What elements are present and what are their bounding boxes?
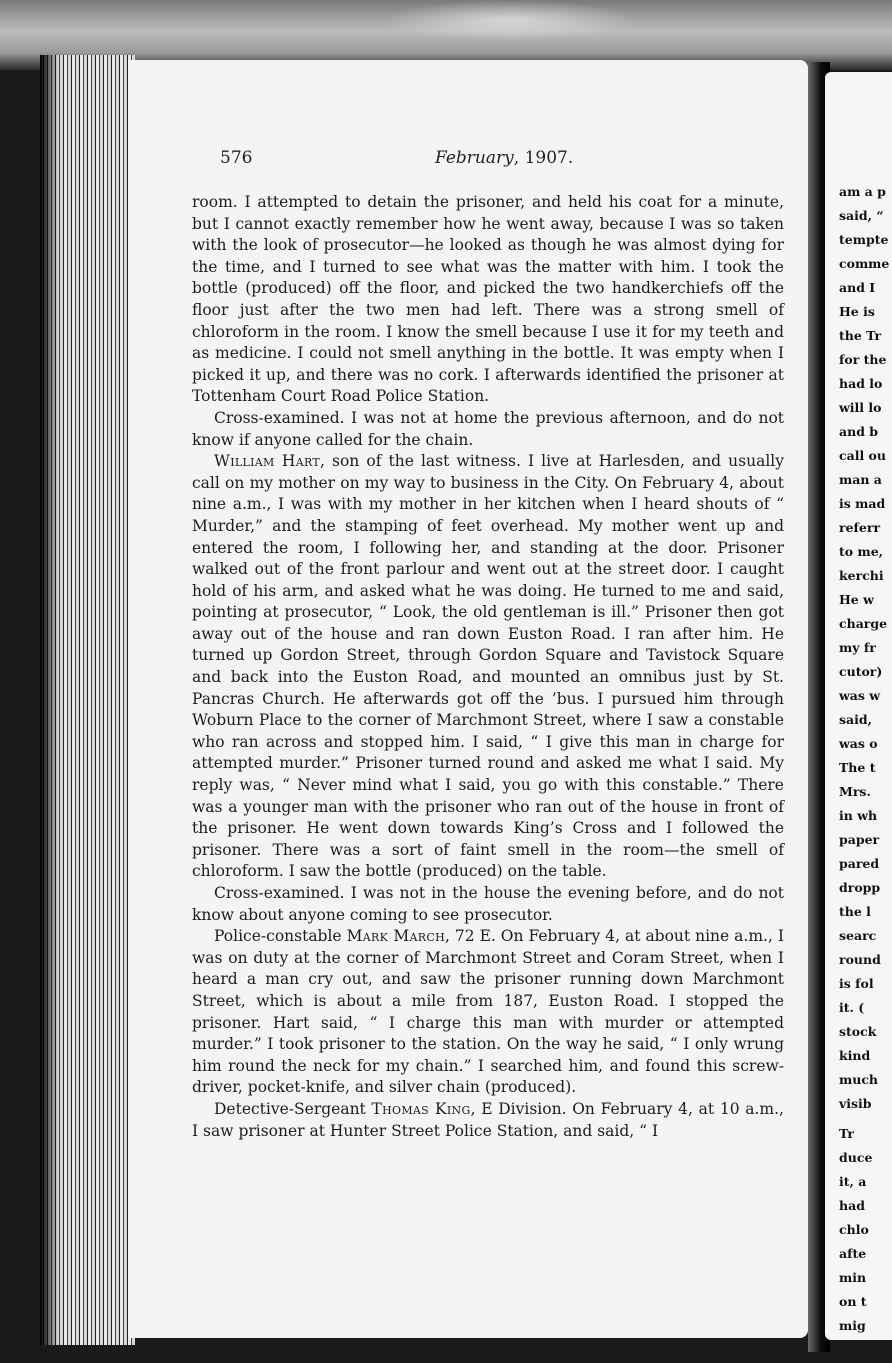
scanner-glare	[380, 0, 640, 40]
facing-line: my fr	[839, 640, 876, 655]
facing-line: said,	[839, 712, 872, 727]
witness-name: William Hart	[214, 452, 321, 471]
facing-line: is mad	[839, 496, 886, 511]
facing-line: will lo	[839, 400, 882, 415]
facing-line: pared	[839, 856, 880, 871]
facing-line: man a	[839, 472, 882, 487]
facing-line: the Tr	[839, 328, 882, 343]
facing-line: mig	[839, 1318, 866, 1333]
running-title-year: 1907.	[524, 148, 574, 168]
facing-line: kerchi	[839, 568, 884, 583]
paragraph	[192, 883, 784, 926]
facing-line: round	[839, 952, 881, 967]
facing-line: duce	[839, 1150, 873, 1165]
paragraph-text: , son of the last witness. I live at Harlesden, and usually call on my mother on my way to business in the City. On February 4, about nine a.m., I was with my mother in her kitchen when I heard shouts of “ Murder,” and the stamping of feet overhead. My mother went up and entered the room, I following her, and standing at the door. Prisoner walked out of the front parlour and went out at the street door. I caught hold of his arm, and asked what he was doing. He turned to me and said, pointing at prosecutor, “ Look, the old gentleman is ill.” Prisoner then got away out of the house and ran down Euston Road. I ran after him. He turned up Gordon Street, through Gordon Square and Tavistock Square and back into the Euston Road, and mounted an omnibus just by St. Pancras Church. He afterwards got off the ’bus. I pursued him through Woburn Place to the corner of Marchmont Street, where I saw a constable who ran across and stopped him. I said, “ I give this man in charge for attempted murder.” Prisoner turned round and asked me what I said. My reply was, “ Never mind what I said, you go with this constable.” There was a younger man with the prisoner who ran out of the house in front of the prisoner. He went down towards King’s Cross and I followed the prisoner. There was a sort of faint smell in the room—the smell of chloroform. I saw the bottle (produced) on the table.	[192, 452, 785, 881]
book-edge-shadow	[40, 55, 60, 1345]
facing-line: comme	[839, 256, 890, 271]
facing-line: was o	[839, 736, 878, 751]
running-head	[220, 148, 740, 172]
facing-line: was w	[839, 688, 881, 703]
facing-line: afte	[839, 1246, 867, 1261]
page-number: 576	[220, 148, 253, 168]
paragraph	[192, 1099, 784, 1142]
paragraph-lead: Police-constable	[214, 927, 347, 946]
facing-line: had lo	[839, 376, 883, 391]
facing-line: He is	[839, 304, 875, 319]
facing-line: tempte	[839, 232, 889, 247]
facing-line: searc	[839, 928, 877, 943]
facing-line: the l	[839, 904, 871, 919]
facing-line: is fol	[839, 976, 874, 991]
facing-page	[825, 72, 892, 1340]
facing-line: am a p	[839, 184, 886, 199]
paragraph	[192, 192, 784, 408]
facing-line: and I	[839, 280, 876, 295]
witness-name: Mark March	[346, 927, 445, 946]
facing-line: and b	[839, 424, 879, 439]
facing-line: chlo	[839, 1222, 869, 1237]
paragraph	[192, 408, 784, 451]
body-text	[192, 192, 784, 1142]
facing-line: much	[839, 1072, 879, 1087]
witness-name: Thomas King	[371, 1099, 471, 1118]
facing-line: for the	[839, 352, 887, 367]
facing-line: said, “	[839, 208, 884, 223]
running-title: February, 1907.	[435, 148, 574, 168]
running-title-month: February	[435, 148, 514, 168]
facing-line: had	[839, 1198, 865, 1213]
facing-line: Mrs.	[839, 784, 871, 799]
facing-line: visib	[839, 1096, 872, 1111]
facing-line: Tr	[839, 1126, 854, 1141]
paragraph-text: Cross-examined. I was not in the house the evening before, and do not know about anyone coming to see prosecutor.	[192, 884, 784, 924]
facing-line: min	[839, 1270, 867, 1285]
paragraph-text: , 72 E. On February 4, at about nine a.m., I was on duty at the corner of Marchmont Street and Coram Street, when I heard a man cry out, and saw the prisoner running down Marchmont Street, which is about a mile from 187, Euston Road. I stopped the prisoner. Hart said, “ I charge this man with murder or attempted murder.” I took prisoner to the station. On the way he said, “ I only wrung him round the neck for my chain.” I searched him, and found this screw-driver, pocket-knife, and silver chain (produced).	[192, 927, 784, 1097]
facing-line: paper	[839, 832, 880, 847]
paragraph-text: Cross-examined. I was not at home the previous afternoon, and do not know if anyone called for the chain.	[192, 408, 784, 449]
paragraph-lead: Detective-Sergeant	[214, 1099, 372, 1118]
facing-line: on t	[839, 1294, 867, 1309]
facing-line: kind	[839, 1048, 871, 1063]
paragraph-text: , E Division. On February 4, at 10 a.m., I saw prisoner at Hunter Street Police Station, and said, “ I	[192, 1099, 784, 1140]
paragraph	[192, 926, 784, 1099]
paragraph	[192, 451, 784, 883]
facing-line: it, a	[839, 1174, 867, 1189]
facing-line: to me,	[839, 544, 883, 559]
facing-line: referr	[839, 520, 881, 535]
facing-line: The t	[839, 760, 876, 775]
facing-line: dropp	[839, 880, 881, 895]
facing-line: He w	[839, 592, 874, 607]
facing-line: in wh	[839, 808, 878, 823]
facing-line: charge	[839, 616, 888, 631]
facing-line: cutor)	[839, 664, 883, 679]
facing-line: call ou	[839, 448, 886, 463]
facing-line: it. (	[839, 1000, 865, 1015]
facing-page-text	[825, 180, 889, 1338]
paragraph-text: room. I attempted to detain the prisoner, and held his coat for a minute, but I cannot exactly remember how he went away, because I was so taken with the look of prosecutor—he looked as though he was almost dying for the time, and I turned to see what was the matter with him. I took the bottle (produced) off the floor, and picked the two handkerchiefs off the floor just after the two men had left. There was a strong smell of chloroform in the room. I know the smell because I use it for my teeth and as medicine. I could not smell anything in the bottle. It was empty when I picked it up, and there was no cork. I afterwards identified the prisoner at Tottenham Court Road Police Station.	[192, 193, 784, 406]
facing-line: stock	[839, 1024, 877, 1039]
